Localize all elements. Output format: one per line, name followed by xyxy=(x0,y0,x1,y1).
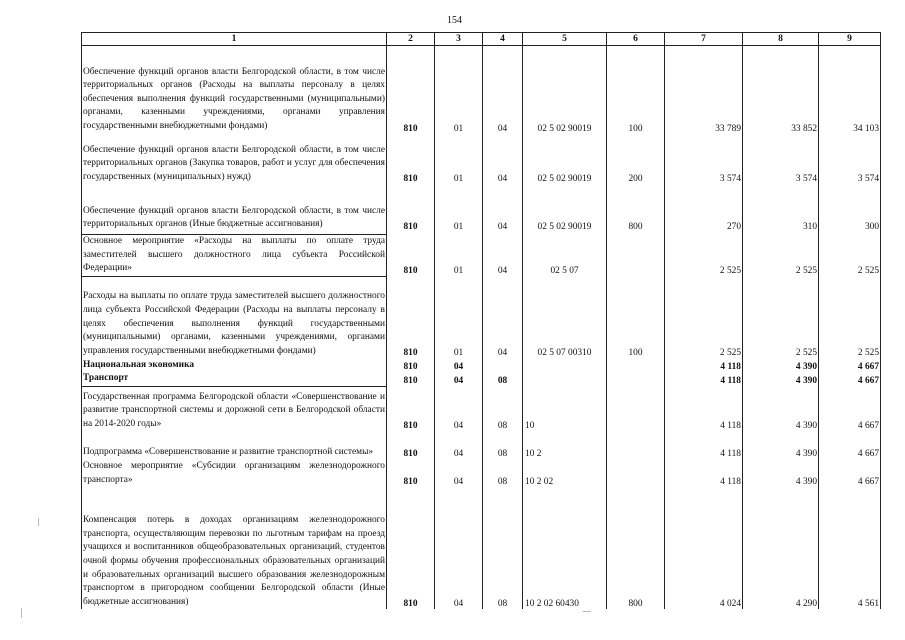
col-header-7: 7 xyxy=(665,33,743,46)
scan-mark xyxy=(38,518,39,526)
cell-target-article: 10 2 02 60430 xyxy=(523,487,607,609)
row-description: Расходы на выплаты по оплате труда заместителей высшего должностного лица субъекта Российской Федерации (Расходы на выплаты персоналу в целях обеспечения выполнения функций государственными (муниципальными) органами, казенными учреждениями, органами управления государственными внебюджетными фондами) xyxy=(82,276,387,358)
budget-table xyxy=(81,32,881,609)
cell-amount-1: 3 574 xyxy=(665,144,743,187)
col-header-5: 5 xyxy=(523,33,607,46)
cell-section: 04 xyxy=(435,372,483,386)
col-header-4: 4 xyxy=(483,33,523,46)
cell-grbs: 810 xyxy=(387,431,435,459)
cell-grbs: 810 xyxy=(387,234,435,276)
cell-amount-1: 4 118 xyxy=(665,431,743,459)
cell-amount-3: 4 667 xyxy=(819,459,881,487)
scan-mark xyxy=(583,611,591,612)
cell-grbs: 810 xyxy=(387,276,435,358)
cell-expense-type xyxy=(607,386,665,431)
cell-section: 01 xyxy=(435,46,483,144)
cell-target-article: 10 2 xyxy=(523,431,607,459)
cell-amount-3: 2 525 xyxy=(819,234,881,276)
cell-target-article: 02 5 02 90019 xyxy=(523,186,607,234)
cell-amount-1: 4 118 xyxy=(665,358,743,372)
cell-subsection: 08 xyxy=(483,431,523,459)
cell-target-article: 02 5 07 00310 xyxy=(523,276,607,358)
cell-subsection: 04 xyxy=(483,144,523,187)
row-description: Основное мероприятие «Расходы на выплаты по оплате труда заместителей высшего должностного лица субъекта Российской Федерации» xyxy=(82,234,387,276)
cell-grbs: 810 xyxy=(387,372,435,386)
cell-amount-2: 2 525 xyxy=(743,276,819,358)
col-header-6: 6 xyxy=(607,33,665,46)
cell-amount-1: 4 024 xyxy=(665,487,743,609)
row-description: Компенсация потерь в доходах организациям железнодорожного транспорта, осуществляющим перевозки по льготным тарифам на проезд учащихся и воспитанников общеобразовательных организаций, студентов очной формы обучения профессиональных образовательных организаций и образовательных организаций высшего образования железнодорожным транспортом в пригородном сообщении Белгородской области (Иные бюджетные ассигнования) xyxy=(82,487,387,609)
cell-subsection: 04 xyxy=(483,46,523,144)
row-description: Национальная экономика xyxy=(82,358,387,372)
cell-subsection: 08 xyxy=(483,386,523,431)
row-description: Обеспечение функций органов власти Белгородской области, в том числе территориальных органов (Закупка товаров, работ и услуг для обеспечения государственных (муниципальных) нужд) xyxy=(82,144,387,187)
table-row xyxy=(82,186,881,234)
cell-expense-type: 800 xyxy=(607,487,665,609)
cell-grbs: 810 xyxy=(387,459,435,487)
cell-amount-3: 300 xyxy=(819,186,881,234)
cell-amount-3: 4 561 xyxy=(819,487,881,609)
cell-amount-3: 4 667 xyxy=(819,431,881,459)
table-row xyxy=(82,358,881,372)
cell-target-article: 02 5 07 xyxy=(523,234,607,276)
cell-amount-2: 310 xyxy=(743,186,819,234)
cell-amount-3: 34 103 xyxy=(819,46,881,144)
header-row xyxy=(82,33,881,46)
cell-amount-1: 2 525 xyxy=(665,234,743,276)
cell-grbs: 810 xyxy=(387,386,435,431)
cell-target-article: 02 5 02 90019 xyxy=(523,144,607,187)
row-description: Обеспечение функций органов власти Белгородской области, в том числе территориальных органов (Иные бюджетные ассигнования) xyxy=(82,186,387,234)
cell-amount-1: 270 xyxy=(665,186,743,234)
cell-amount-2: 3 574 xyxy=(743,144,819,187)
col-header-2: 2 xyxy=(387,33,435,46)
row-description: Основное мероприятие «Субсидии организациям железнодорожного транспорта» xyxy=(82,459,387,487)
cell-amount-1: 4 118 xyxy=(665,372,743,386)
cell-subsection: 04 xyxy=(483,234,523,276)
cell-expense-type xyxy=(607,459,665,487)
cell-amount-1: 4 118 xyxy=(665,386,743,431)
cell-amount-2: 4 390 xyxy=(743,431,819,459)
cell-section: 01 xyxy=(435,234,483,276)
cell-section: 04 xyxy=(435,487,483,609)
col-header-3: 3 xyxy=(435,33,483,46)
cell-grbs: 810 xyxy=(387,144,435,187)
cell-amount-3: 3 574 xyxy=(819,144,881,187)
table-row xyxy=(82,386,881,431)
cell-section: 04 xyxy=(435,431,483,459)
col-header-1: 1 xyxy=(82,33,387,46)
row-description: Обеспечение функций органов власти Белгородской области, в том числе территориальных органов (Расходы на выплаты персоналу в целях обеспечения выполнения функций государственными (муниципальными) органами, казенными учреждениями, органами управления государственными внебюджетными фондами) xyxy=(82,46,387,144)
scan-mark xyxy=(21,608,22,618)
cell-subsection: 04 xyxy=(483,186,523,234)
cell-amount-1: 4 118 xyxy=(665,459,743,487)
cell-section: 04 xyxy=(435,358,483,372)
table-row xyxy=(82,46,881,144)
cell-amount-2: 2 525 xyxy=(743,234,819,276)
cell-amount-2: 4 290 xyxy=(743,487,819,609)
cell-target-article: 02 5 02 90019 xyxy=(523,46,607,144)
cell-target-article: 10 xyxy=(523,386,607,431)
cell-expense-type: 800 xyxy=(607,186,665,234)
cell-target-article xyxy=(523,372,607,386)
table-row xyxy=(82,487,881,609)
cell-expense-type xyxy=(607,431,665,459)
cell-expense-type: 100 xyxy=(607,46,665,144)
row-description: Транспорт xyxy=(82,372,387,386)
cell-grbs: 810 xyxy=(387,186,435,234)
cell-amount-2: 4 390 xyxy=(743,372,819,386)
cell-amount-2: 33 852 xyxy=(743,46,819,144)
cell-amount-2: 4 390 xyxy=(743,459,819,487)
cell-subsection: 08 xyxy=(483,487,523,609)
cell-section: 01 xyxy=(435,276,483,358)
cell-amount-2: 4 390 xyxy=(743,386,819,431)
cell-expense-type: 100 xyxy=(607,276,665,358)
cell-amount-1: 2 525 xyxy=(665,276,743,358)
row-description: Государственная программа Белгородской области «Совершенствование и развитие транспортной системы и дорожной сети в Белгородской области на 2014-2020 годы» xyxy=(82,386,387,431)
table-row xyxy=(82,276,881,358)
cell-target-article: 10 2 02 xyxy=(523,459,607,487)
col-header-8: 8 xyxy=(743,33,819,46)
cell-section: 04 xyxy=(435,459,483,487)
cell-section: 01 xyxy=(435,144,483,187)
cell-expense-type: 200 xyxy=(607,144,665,187)
cell-amount-2: 4 390 xyxy=(743,358,819,372)
cell-amount-3: 4 667 xyxy=(819,358,881,372)
table-row xyxy=(82,144,881,187)
cell-expense-type xyxy=(607,372,665,386)
col-header-9: 9 xyxy=(819,33,881,46)
cell-expense-type xyxy=(607,358,665,372)
cell-section: 04 xyxy=(435,386,483,431)
cell-amount-3: 4 667 xyxy=(819,372,881,386)
table-row xyxy=(82,372,881,386)
cell-amount-3: 2 525 xyxy=(819,276,881,358)
cell-section: 01 xyxy=(435,186,483,234)
cell-subsection: 04 xyxy=(483,276,523,358)
cell-grbs: 810 xyxy=(387,358,435,372)
cell-expense-type xyxy=(607,234,665,276)
row-description: Подпрограмма «Совершенствование и развитие транспортной системы» xyxy=(82,431,387,459)
table-row xyxy=(82,234,881,276)
page-number: 154 xyxy=(447,15,462,26)
cell-target-article xyxy=(523,358,607,372)
table-row xyxy=(82,431,881,459)
table-row xyxy=(82,459,881,487)
cell-amount-3: 4 667 xyxy=(819,386,881,431)
cell-subsection xyxy=(483,358,523,372)
cell-subsection: 08 xyxy=(483,459,523,487)
cell-grbs: 810 xyxy=(387,487,435,609)
cell-subsection: 08 xyxy=(483,372,523,386)
cell-grbs: 810 xyxy=(387,46,435,144)
cell-amount-1: 33 789 xyxy=(665,46,743,144)
